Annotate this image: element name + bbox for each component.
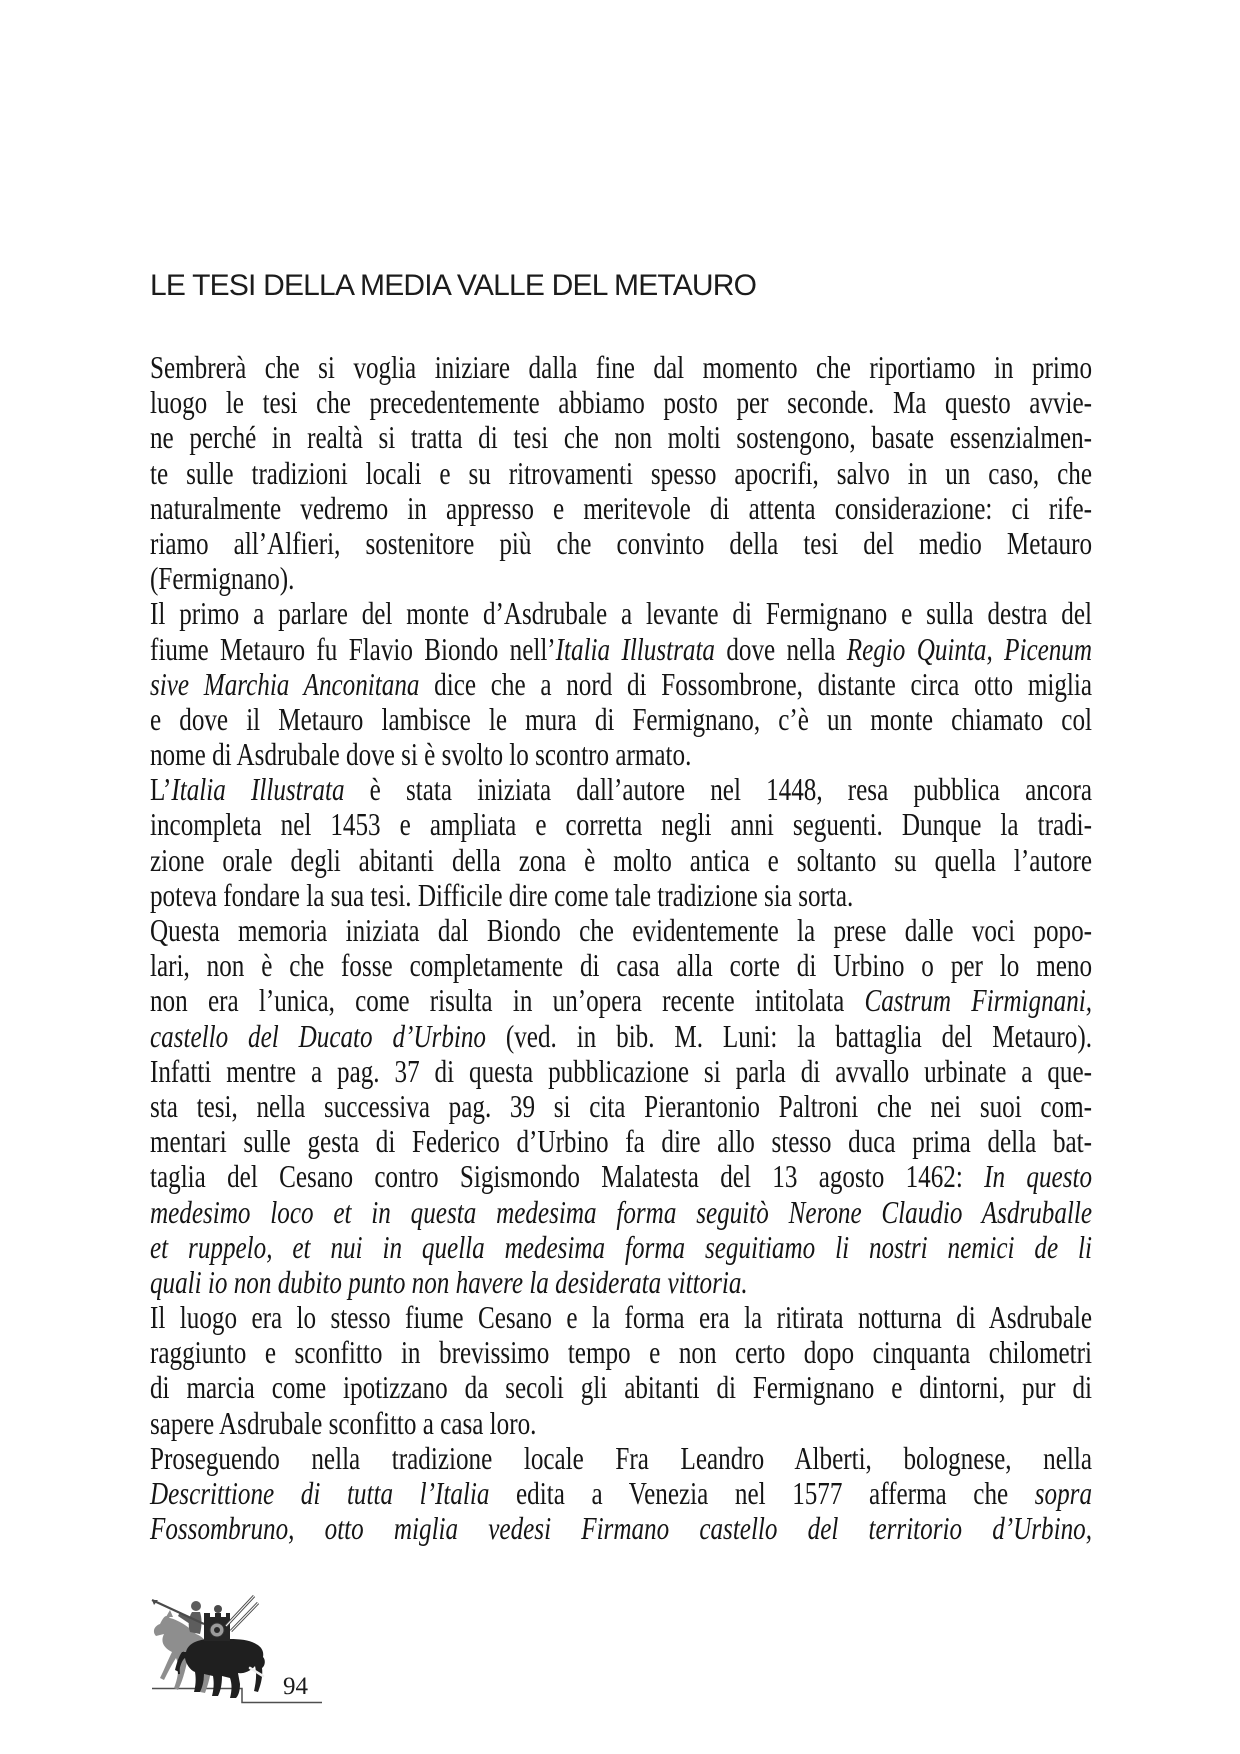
paragraph-4-line-3: non era l’unica, come risulta in un’opera recente intitolata Castrum Firmignani,	[150, 982, 1093, 1019]
paragraph-3-line-1: L’Italia Illustrata è stata iniziata dall’autore nel 1448, resa pubblica ancora	[150, 771, 1093, 808]
paragraph-1-line-7: (Fermignano).	[150, 560, 295, 597]
paragraph-2-line-5: nome di Asdrubale dove si è svolto lo scontro armato.	[150, 736, 692, 773]
rider-head	[191, 1601, 201, 1611]
paragraph-6-line-1: Proseguendo nella tradizione locale Fra Leandro Alberti, bolognese, nella	[150, 1439, 1092, 1476]
paragraph-6-line-3: Fossombruno, otto miglia vedesi Firmano castello del territorio d’Urbino,	[150, 1510, 1092, 1547]
paragraph-1-line-4: te sulle tradizioni locali e su ritrovamenti spesso apocrifi, salvo in un caso, che	[150, 454, 1092, 491]
paragraph-1-line-1: Sembrerà che si voglia iniziare dalla fine dal momento che riportiamo in primo	[150, 349, 1092, 385]
paragraph-2-line-1: Il primo a parlare del monte d’Asdrubale a levante di Fermignano e sulla destra del	[150, 595, 1092, 632]
body-text	[150, 350, 1092, 1546]
paragraph-5-line-4: sapere Asdrubale sconfitto a casa loro.	[150, 1404, 537, 1441]
paragraph-3-line-3: zione orale degli abitanti della zona è molto antica e soltanto su quella l’autore	[150, 841, 1092, 878]
paragraph-4-line-8: taglia del Cesano contro Sigismondo Malatesta del 13 agosto 1462: In questo	[150, 1158, 1093, 1195]
paragraph-4-line-7: mentari sulle gesta di Federico d’Urbino fa dire allo stesso duca prima della bat-	[150, 1123, 1092, 1160]
paragraph-4-line-1: Questa memoria iniziata dal Biondo che evidentemente la prese dalle voci popo-	[150, 912, 1092, 948]
paragraph-1-line-6: riamo all’Alfieri, sostenitore più che convinto della tesi del medio Metauro	[150, 524, 1092, 561]
paragraph-5-line-2: raggiunto e sconfitto in brevissimo tempo e non certo dopo cinquanta chilometri	[150, 1334, 1092, 1371]
paragraph-1-line-3: ne perché in realtà si tratta di tesi che non molti sostengono, basate essenzialmen-	[150, 419, 1092, 456]
paragraph-4-line-6: sta tesi, nella successiva pag. 39 si cita Pierantonio Paltroni che nei suoi com-	[150, 1087, 1092, 1124]
horse-ear	[166, 1610, 173, 1617]
paragraph-1-line-5: naturalmente vedremo in appresso e meritevole di attenta considerazione: ci rife-	[150, 489, 1092, 526]
tower-shield-boss	[214, 1627, 220, 1633]
paragraph-4-line-9: medesimo loco et in questa medesima forma seguitò Nerone Claudio Asdruballe	[150, 1193, 1092, 1230]
paragraph-5-line-3: di marcia come ipotizzano da secoli gli abitanti di Fermignano e dintorni, pur di	[150, 1369, 1092, 1406]
page-title: LE TESI DELLA MEDIA VALLE DEL METAURO	[150, 269, 757, 302]
paragraph-4-line-5: Infatti mentre a pag. 37 di questa pubblicazione si parla di avvallo urbinate a que-	[150, 1052, 1092, 1089]
paragraph-6-line-2: Descrittione di tutta l’Italia edita a Venezia nel 1577 afferma che sopra	[150, 1475, 1093, 1511]
paragraph-2-line-2: fiume Metauro fu Flavio Biondo nell’Italia Illustrata dove nella Regio Quinta, Picenum	[150, 630, 1093, 667]
paragraph-3-line-4: poteva fondare la sua tesi. Difficile dire come tale tradizione sia sorta.	[150, 876, 854, 913]
paragraph-3-line-2: incompleta nel 1453 e ampliata e corretta negli anni seguenti. Dunque la tradi-	[150, 806, 1092, 843]
paragraph-4-line-2: lari, non è che fosse completamente di casa alla corte di Urbino o per lo meno	[150, 947, 1092, 984]
paragraph-4-line-10: et ruppelo, et nui in quella medesima forma seguitiamo li nostri nemici de li	[150, 1228, 1092, 1265]
tower-crenellation	[204, 1613, 230, 1620]
paragraph-5-line-1: Il luogo era lo stesso fiume Cesano e la forma era la ritirata notturna di Asdrubale	[150, 1299, 1092, 1336]
paragraph-4-line-11: quali io non dubito punto non havere la desiderata vittoria.	[150, 1263, 748, 1300]
paragraph-4-line-4: castello del Ducato d’Urbino (ved. in bib. M. Luni: la battaglia del Metauro).	[150, 1017, 1093, 1054]
paragraph-2-line-3: sive Marchia Anconitana dice che a nord di Fossombrone, distante circa otto miglia	[150, 665, 1093, 702]
paragraph-1-line-2: luogo le tesi che precedentemente abbiamo posto per seconde. Ma questo avvie-	[150, 384, 1092, 421]
page-number: 94	[283, 1673, 308, 1700]
mahout-head	[214, 1605, 222, 1613]
paragraph-2-line-4: e dove il Metauro lambisce le mura di Fermignano, c’è un monte chiamato col	[150, 700, 1092, 737]
elephant-illustration	[130, 1560, 370, 1710]
